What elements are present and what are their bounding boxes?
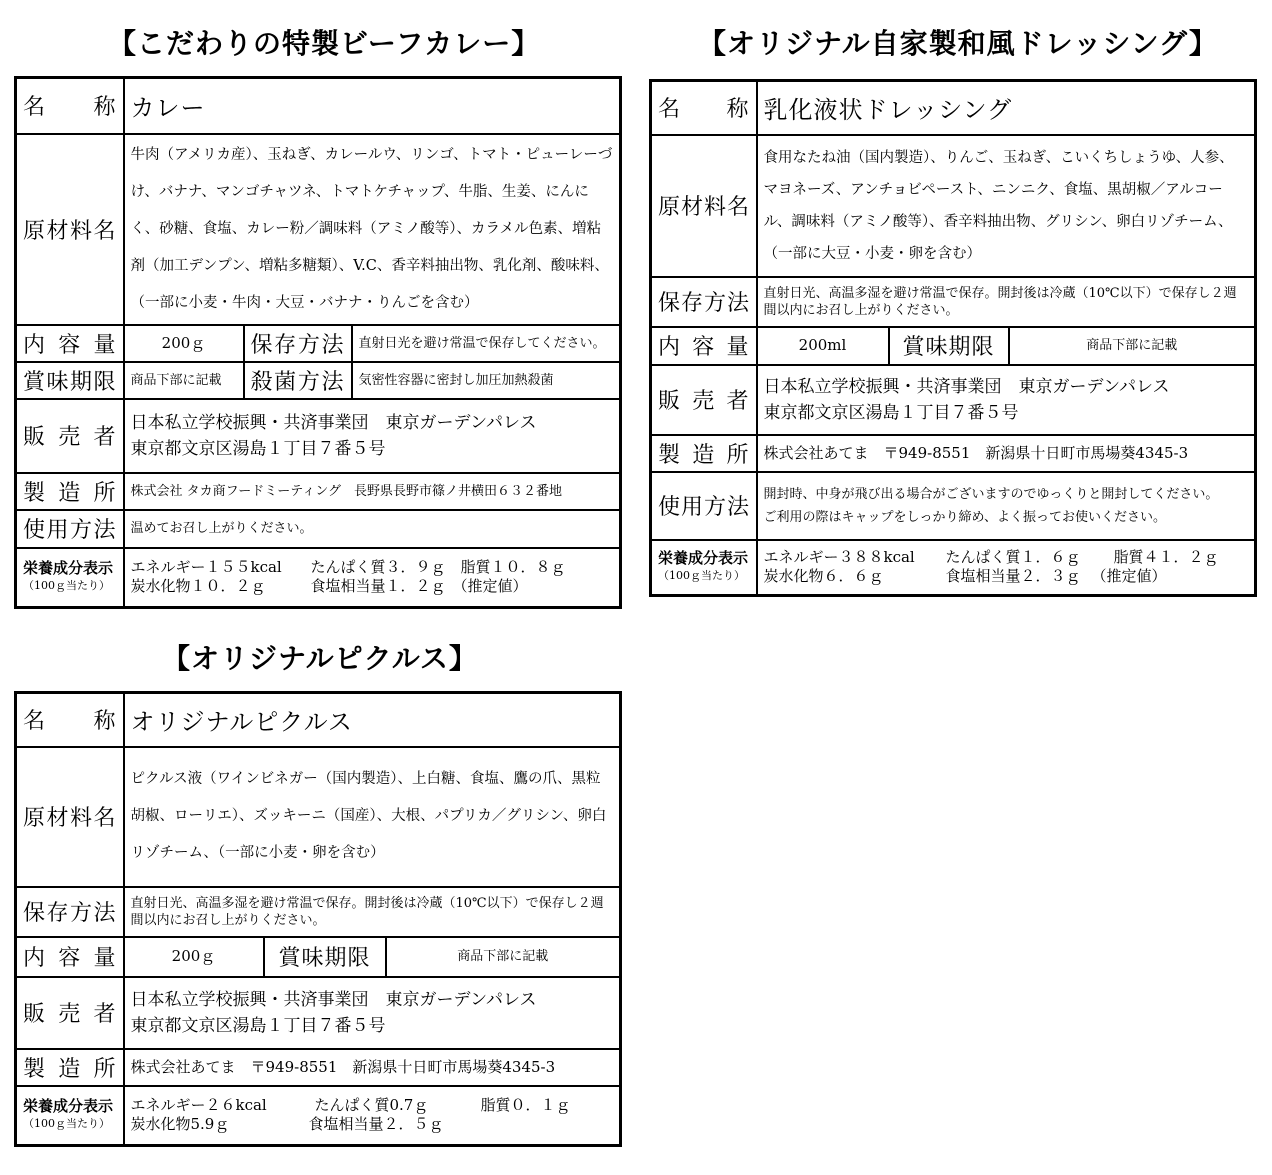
curry-storage-heading: 保存方法 (244, 325, 352, 362)
curry-nutrition-sub: （100ｇ当たり） (23, 579, 110, 593)
dressing-protein: たんぱく質１．６ｇ (945, 548, 1081, 567)
pickles-seller-line2: 東京都文京区湯島１丁目７番５号 (130, 1015, 386, 1036)
curry-maker-value: 株式会社 タカ商フードミーティング 長野県長野市篠ノ井横田６３２番地 (124, 473, 621, 510)
pickles-expiry-value: 商品下部に記載 (386, 937, 621, 977)
curry-energy: エネルギー１５５kcal (130, 558, 282, 577)
dressing-storage-heading: 保存方法 (651, 277, 757, 327)
dressing-nutrition-values (757, 540, 1256, 596)
pickles-name-value: オリジナルピクルス (124, 693, 621, 747)
pickles-ingredients-heading: 原材料名 (16, 747, 124, 887)
pickles-volume-value: 200ｇ (124, 937, 264, 977)
curry-seller-line2: 東京都文京区湯島１丁目７番５号 (130, 438, 386, 459)
pickles-energy: エネルギー２６kcal (130, 1096, 267, 1115)
pickles-seller-line1: 日本私立学校振興・共済事業団 東京ガーデンパレス (130, 989, 537, 1010)
pickles-nutrition-heading (16, 1086, 124, 1146)
dressing-fat: 脂質４１．２ｇ (1113, 548, 1219, 567)
curry-sterilization-heading: 殺菌方法 (244, 362, 352, 399)
dressing-storage-value: 直射日光、高温多湿を避け常温で保存。開封後は冷蔵（10℃以下）で保存し２週間以内にお召し上がりください。 (757, 277, 1256, 327)
dressing-volume-value: 200ml (757, 327, 889, 365)
curry-name-heading: 名 称 (16, 78, 124, 134)
dressing-volume-heading: 内容量 (651, 327, 757, 365)
dressing-label-table (649, 79, 1257, 597)
pickles-label-table (14, 691, 622, 1147)
dressing-seller-value (757, 365, 1256, 435)
dressing-name-value: 乳化液状ドレッシング (757, 81, 1256, 135)
curry-fat: 脂質１０．８ｇ (460, 558, 566, 577)
pickles-nutrition-label: 栄養成分表示 (23, 1097, 114, 1116)
dressing-expiry-heading: 賞味期限 (889, 327, 1009, 365)
curry-usage-heading: 使用方法 (16, 510, 124, 548)
dressing-carbs: 炭水化物６．６ｇ (763, 567, 884, 586)
dressing-nutrition-heading (651, 540, 757, 596)
pickles-seller-heading: 販売者 (16, 977, 124, 1049)
pickles-maker-heading: 製造所 (16, 1049, 124, 1086)
pickles-carbs: 炭水化物5.9ｇ (130, 1115, 230, 1134)
curry-usage-value: 温めてお召し上がりください。 (124, 510, 621, 548)
curry-estimate: （推定値） (452, 577, 528, 596)
pickles-nutrition-sub: （100ｇ当たり） (23, 1117, 110, 1131)
curry-nutrition-values (124, 548, 621, 608)
dressing-nutrition-label: 栄養成分表示 (658, 549, 749, 568)
curry-carbs: 炭水化物１０．２ｇ (130, 577, 266, 596)
curry-title: 【こだわりの特製ビーフカレー】 (108, 27, 541, 60)
curry-ingredients-value: 牛肉（アメリカ産）、玉ねぎ、カレールウ、リンゴ、トマト・ピューレーづけ、バナナ、マンゴチャツネ、トマトケチャップ、牛脂、生姜、にんにく、砂糖、食塩、カレー粉／調味料（アミノ酸等）、カラメル色素、増粘剤（加工デンプン、増粘多糖類）、V.C、香辛料抽出物、乳化剤、酸味料、（一部に小麦・牛肉・大豆・バナナ・りんごを含む） (124, 134, 621, 325)
dressing-usage-value (757, 472, 1256, 540)
pickles-name-heading: 名 称 (16, 693, 124, 747)
curry-name-value: カレー (124, 78, 621, 134)
dressing-ingredients-heading: 原材料名 (651, 135, 757, 277)
pickles-ingredients-value: ピクルス液（ワインビネガー（国内製造）、上白糖、食塩、鷹の爪、黒粒胡椒、ローリエ）、ズッキーニ（国産）、大根、パプリカ／グリシン、卵白リゾチーム、（一部に小麦・卵を含む） (124, 747, 621, 887)
curry-protein: たんぱく質３．９ｇ (310, 558, 446, 577)
curry-ingredients-heading: 原材料名 (16, 134, 124, 325)
pickles-fat: 脂質０．１ｇ (480, 1096, 571, 1115)
pickles-protein: たんぱく質0.7ｇ (314, 1096, 429, 1115)
pickles-storage-value: 直射日光、高温多湿を避け常温で保存。開封後は冷蔵（10℃以下）で保存し２週間以内にお召し上がりください。 (124, 887, 621, 937)
dressing-usage-line1: 開封時、中身が飛び出る場合がございますのでゆっくりと開封してください。 (763, 486, 1219, 502)
curry-expiry-heading: 賞味期限 (16, 362, 124, 399)
curry-seller-line1: 日本私立学校振興・共済事業団 東京ガーデンパレス (130, 412, 537, 433)
dressing-energy: エネルギー３８８kcal (763, 548, 915, 567)
pickles-storage-heading: 保存方法 (16, 887, 124, 937)
dressing-estimate: （推定値） (1091, 567, 1167, 586)
curry-nutrition-heading (16, 548, 124, 608)
pickles-volume-heading: 内容量 (16, 937, 124, 977)
pickles-nutrition-values (124, 1086, 621, 1146)
curry-maker-heading: 製造所 (16, 473, 124, 510)
dressing-expiry-value: 商品下部に記載 (1009, 327, 1256, 365)
dressing-usage-heading: 使用方法 (651, 472, 757, 540)
curry-nutrition-label: 栄養成分表示 (23, 559, 114, 578)
dressing-maker-heading: 製造所 (651, 435, 757, 472)
dressing-seller-heading: 販売者 (651, 365, 757, 435)
curry-volume-heading: 内容量 (16, 325, 124, 362)
dressing-salt: 食塩相当量２．３ｇ (945, 567, 1081, 586)
pickles-maker-value: 株式会社あてま 〒949-8551 新潟県十日町市馬場葵4345-3 (124, 1049, 621, 1086)
curry-salt: 食塩相当量１．２ｇ (310, 577, 446, 596)
pickles-salt: 食塩相当量２．５ｇ (308, 1115, 444, 1134)
pickles-title: 【オリジナルピクルス】 (162, 642, 478, 675)
curry-volume-value: 200ｇ (124, 325, 244, 362)
dressing-name-heading: 名 称 (651, 81, 757, 135)
pickles-expiry-heading: 賞味期限 (264, 937, 386, 977)
dressing-seller-line2: 東京都文京区湯島１丁目７番５号 (763, 402, 1019, 423)
pickles-seller-value (124, 977, 621, 1049)
curry-seller-value (124, 399, 621, 473)
curry-expiry-value: 商品下部に記載 (124, 362, 244, 399)
dressing-nutrition-sub: （100ｇ当たり） (658, 569, 745, 583)
curry-sterilization-value: 気密性容器に密封し加圧加熱殺菌 (352, 362, 621, 399)
dressing-ingredients-value: 食用なたね油（国内製造）、りんご、玉ねぎ、こいくちしょうゆ、人参、マヨネーズ、アンチョビペースト、ニンニク、食塩、黒胡椒／アルコール、調味料（アミノ酸等）、香辛料抽出物、グリシン、卵白リゾチーム、（一部に大豆・小麦・卵を含む） (757, 135, 1256, 277)
curry-storage-value: 直射日光を避け常温で保存してください。 (352, 325, 621, 362)
curry-seller-heading: 販売者 (16, 399, 124, 473)
dressing-maker-value: 株式会社あてま 〒949-8551 新潟県十日町市馬場葵4345-3 (757, 435, 1256, 472)
dressing-seller-line1: 日本私立学校振興・共済事業団 東京ガーデンパレス (763, 376, 1170, 397)
curry-label-table (14, 76, 622, 609)
dressing-title: 【オリジナル自家製和風ドレッシング】 (698, 27, 1218, 60)
dressing-usage-line2: ご利用の際はキャップをしっかり締め、よく振ってお使いください。 (763, 509, 1166, 525)
